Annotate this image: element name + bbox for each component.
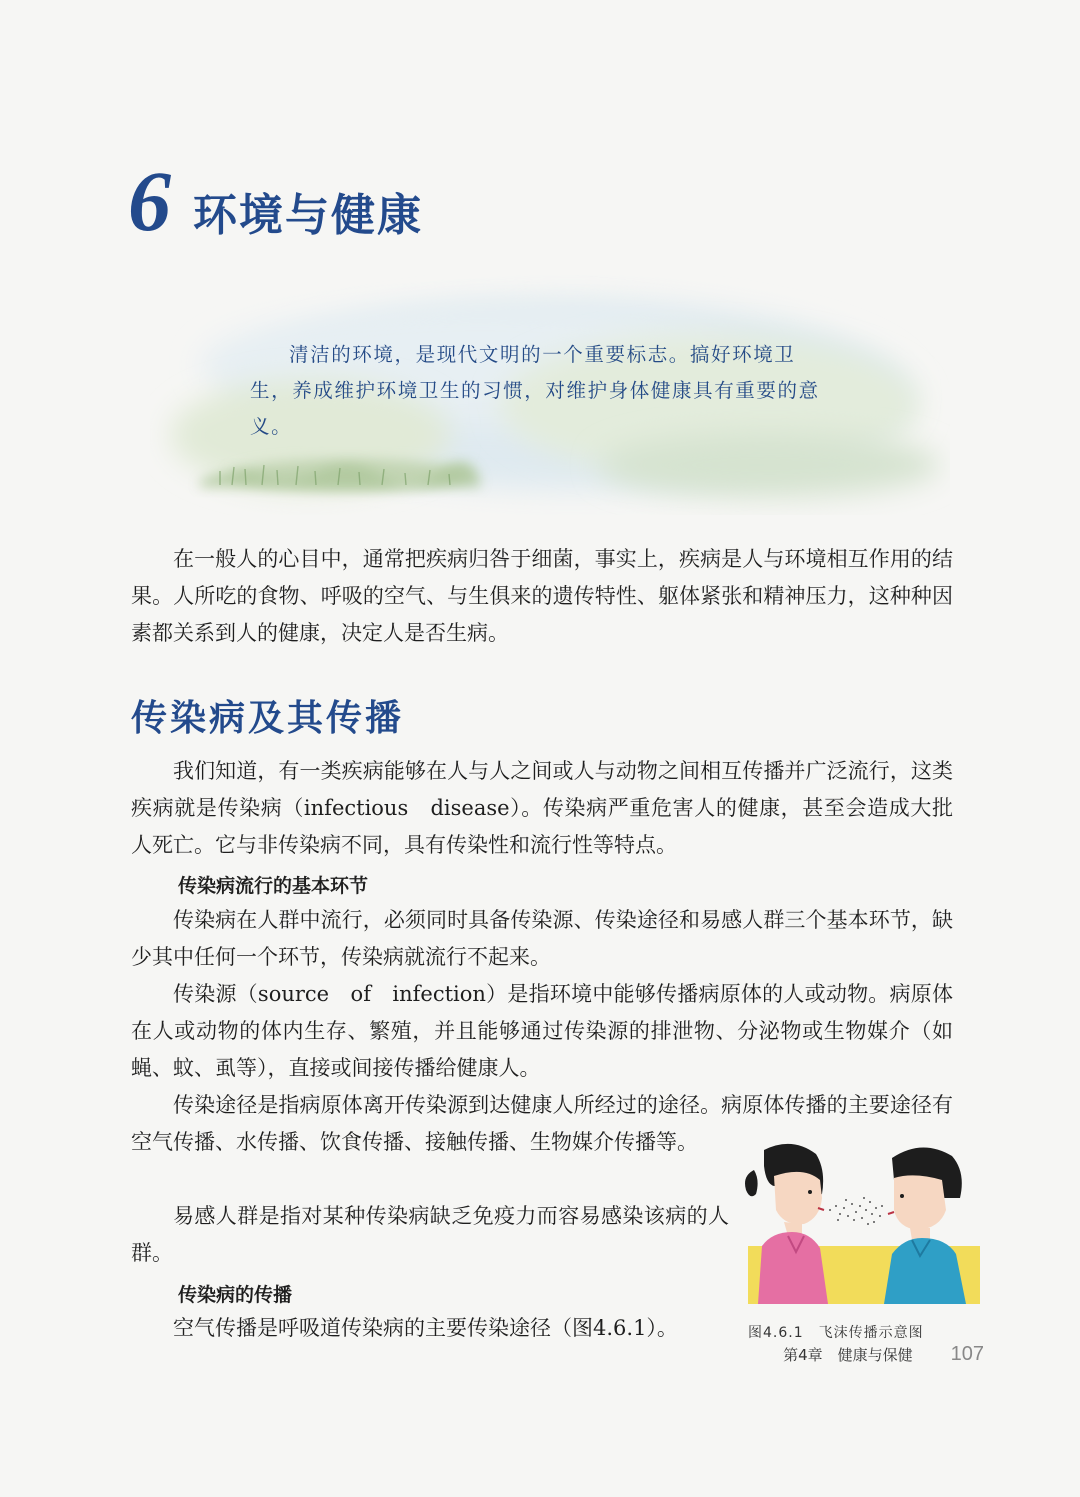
paragraph-source: 传染源（source of infection）是指环境中能够传播病原体的人或动物。病原体在人或动物的体内生存、繁殖，并且能够通过传染源的排泄物、分泌物或生物媒介（如蝇、蚊、虱等），直接或间接传播给健康人。	[131, 982, 953, 1080]
subsection-title-basic-links: 传染病流行的基本环节	[178, 875, 369, 897]
footer-chapter: 第4章 健康与保健	[783, 1346, 913, 1364]
paragraph-airborne: 空气传播是呼吸道传染病的主要传染途径（图4.6.1）。	[173, 1316, 678, 1340]
chapter-name: 环境与健康	[193, 190, 423, 241]
paragraph-definition: 我们知道，有一类疾病能够在人与人之间或人与动物之间相互传播并广泛流行，这类疾病就是传染病（infectious disease）。传染病严重危害人的健康，甚至会造成大批人死亡。它与非传染病不同，具有传染性和流行性等特点。	[131, 759, 953, 857]
chapter-title	[128, 153, 423, 249]
page-number: 107	[950, 1343, 984, 1365]
subsection-title-transmission: 传染病的传播	[178, 1284, 293, 1306]
chapter-number: 6	[128, 153, 171, 249]
paragraph-susceptible: 易感人群是指对某种传染病缺乏免疫力而容易感染该病的人群。	[131, 1204, 729, 1265]
figure-caption: 图4.6.1 飞沫传播示意图	[748, 1325, 924, 1341]
paragraph-basic-links: 传染病在人群中流行，必须同时具备传染源、传染途径和易感人群三个基本环节，缺少其中任何一个环节，传染病就流行不起来。	[131, 908, 953, 969]
page-footer	[783, 1343, 984, 1366]
section-title: 传染病及其传播	[131, 698, 405, 739]
intro-text: 清洁的环境，是现代文明的一个重要标志。搞好环境卫生，养成维护环境卫生的习惯，对维护身体健康具有重要的意义。	[250, 343, 820, 438]
droplet-transmission-illustration	[744, 1136, 980, 1304]
paragraph-route: 传染途径是指病原体离开传染源到达健康人所经过的途径。病原体传播的主要途径有空气传播、水传播、饮食传播、接触传播、生物媒介传播等。	[131, 1093, 953, 1154]
paragraph-intro: 在一般人的心目中，通常把疾病归咎于细菌，事实上，疾病是人与环境相互作用的结果。人所吃的食物、呼吸的空气、与生俱来的遗传特性、躯体紧张和精神压力，这种种因素都关系到人的健康，决定人是否生病。	[131, 547, 953, 645]
intro-box	[150, 275, 950, 515]
